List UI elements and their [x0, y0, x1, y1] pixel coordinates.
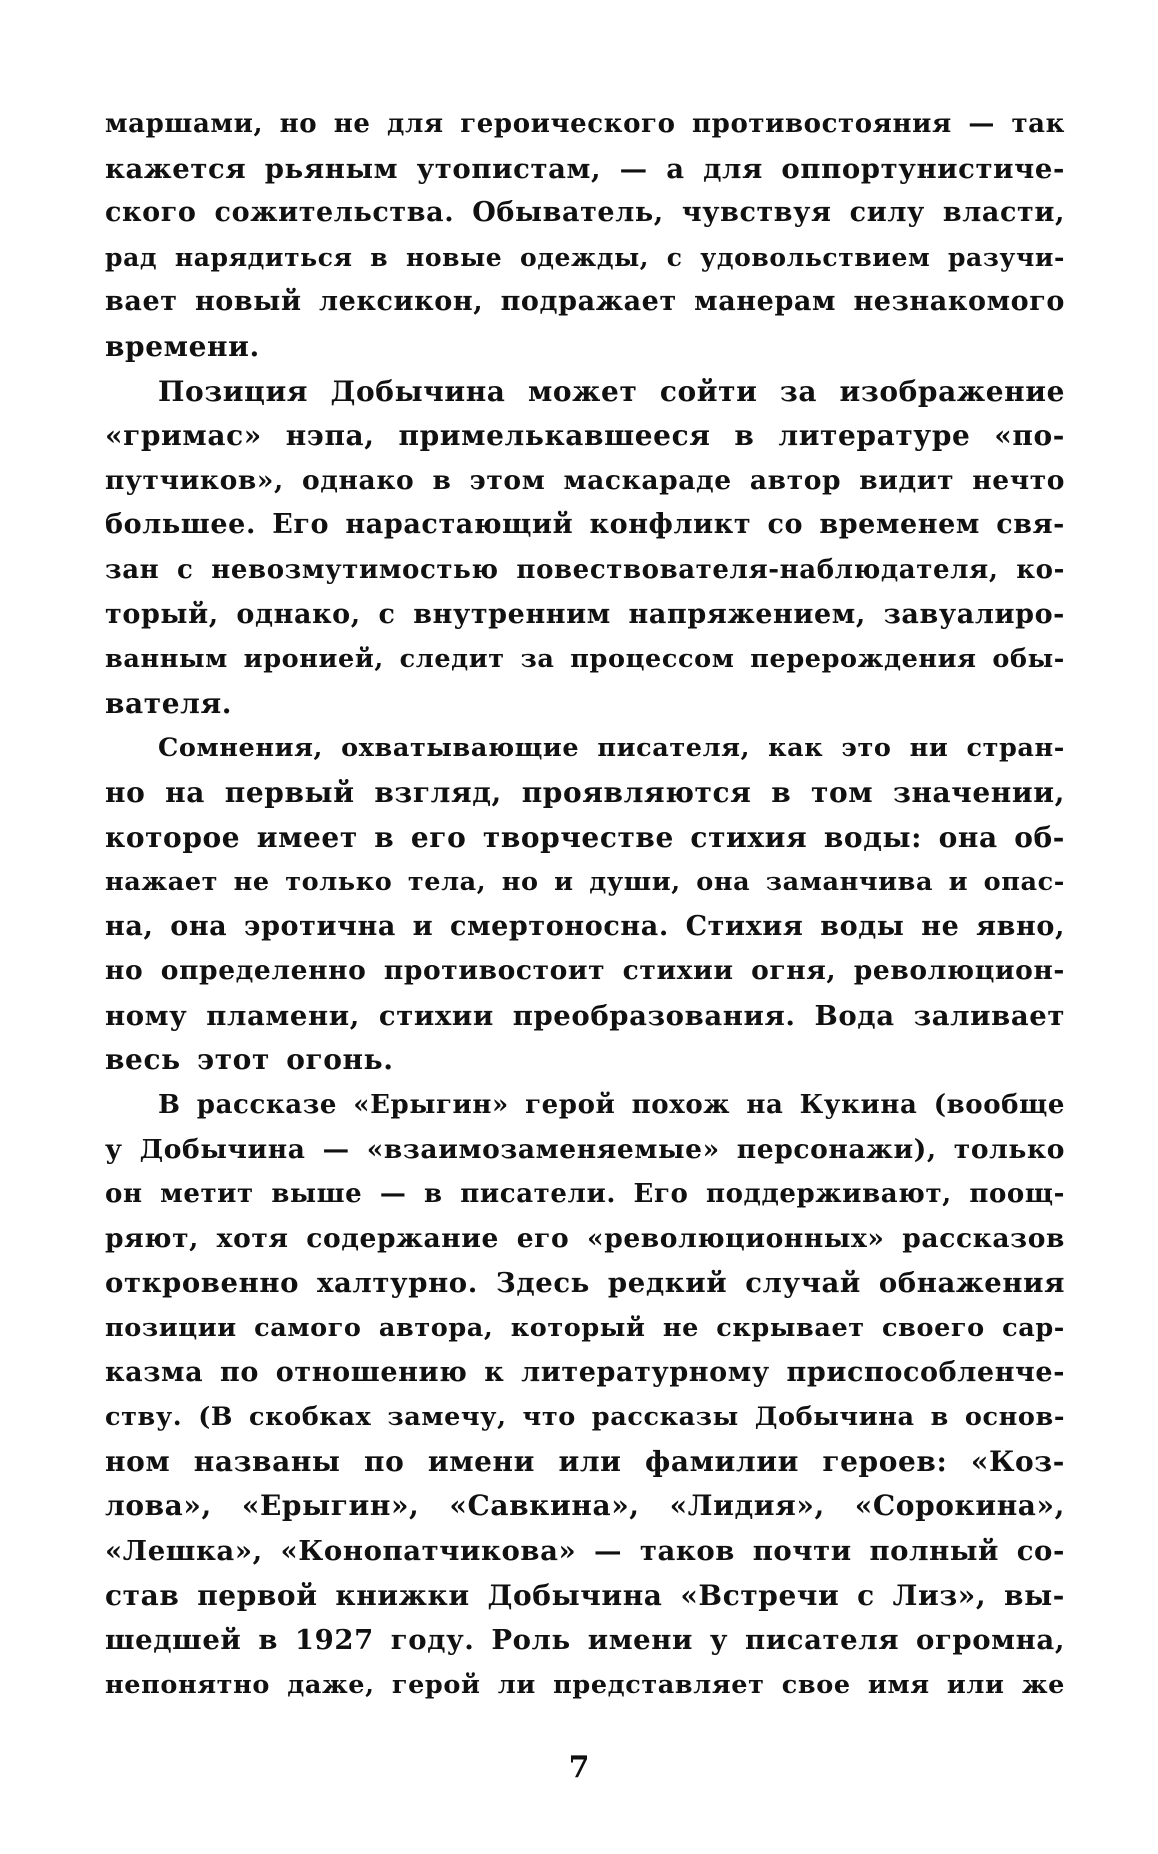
text-line: ному пламени, стихии преобразования. Вода заливает	[105, 999, 1065, 1032]
text-line: но определенно противостоит стихии огня, революцион-	[105, 955, 1065, 987]
text-line: став первой книжки Добычина «Встречи с Лиз», вы-	[105, 1578, 1065, 1612]
text-line: вателя.	[105, 686, 233, 720]
text-line: кажется рьяным утопистам, — а для оппортунистиче-	[105, 152, 1065, 185]
paragraph-first-line: Позиция Добычина может сойти за изображение	[158, 374, 1065, 408]
text-line: рад нарядиться в новые одежды, с удовольствием разучи-	[105, 242, 1065, 272]
text-line: большее. Его нарастающий конфликт со временем свя-	[105, 509, 1065, 541]
text-line: позиции самого автора, который не скрывает своего сар-	[105, 1313, 1065, 1344]
text-line: торый, однако, с внутренним напряжением, завуалиро-	[105, 598, 1065, 630]
text-line: «Лешка», «Конопатчикова» — таков почти полный со-	[105, 1535, 1065, 1567]
text-line: но на первый взгляд, проявляются в том значении,	[105, 775, 1065, 809]
text-line: весь этот огонь.	[105, 1043, 394, 1077]
text-line: у Добычина — «взаимозаменяемые» персонажи), только	[105, 1133, 1065, 1165]
text-line: путчиков», однако в этом маскараде автор видит нечто	[105, 464, 1065, 496]
text-line: ству. (В скобках замечу, что рассказы Добычина в основ-	[105, 1402, 1065, 1433]
text-line: шедшей в 1927 году. Роль имени у писателя огромна,	[105, 1624, 1065, 1657]
text-line: «гримас» нэпа, примелькавшееся в литературе «по-	[105, 419, 1065, 453]
text-line: он метит выше — в писатели. Его поддерживают, поощ-	[105, 1179, 1065, 1210]
text-line: ского сожительства. Обыватель, чувствуя силу власти,	[105, 197, 1065, 229]
text-line: нажает не только тела, но и души, она заманчива и опас-	[105, 867, 1065, 898]
text-line: зан с невозмутимостью повествователя-наблюдателя, ко-	[105, 554, 1065, 585]
text-line: времени.	[105, 329, 260, 363]
paragraph-first-line: В рассказе «Ерыгин» герой похож на Кукина (вообще	[158, 1090, 1065, 1121]
text-line: которое имеет в его творчестве стихия воды: она об-	[105, 820, 1065, 854]
page-body	[105, 102, 1065, 1707]
text-line: ном названы по имени или фамилии героев: «Коз-	[105, 1444, 1065, 1478]
text-line: вает новый лексикон, подражает манерам незнакомого	[105, 286, 1065, 318]
text-line: непонятно даже, герой ли представляет свое имя или же	[105, 1669, 1065, 1700]
text-line: откровенно халтурно. Здесь редкий случай обнажения	[105, 1267, 1065, 1300]
page-number: 7	[568, 1750, 590, 1785]
text-line: маршами, но не для героического противостояния — так	[105, 109, 1065, 139]
text-line: ряют, хотя содержание его «революционных» рассказов	[105, 1222, 1065, 1254]
paragraph-first-line: Сомнения, охватывающие писателя, как это ни стран-	[158, 733, 1065, 764]
text-line: казма по отношению к литературному приспособленче-	[105, 1356, 1065, 1388]
text-line: ванным иронией, следит за процессом перерождения обы-	[105, 644, 1065, 675]
text-line: лова», «Ерыгин», «Савкина», «Лидия», «Сорокина»,	[105, 1489, 1065, 1523]
text-line: на, она эротична и смертоносна. Стихия воды не явно,	[105, 910, 1065, 942]
